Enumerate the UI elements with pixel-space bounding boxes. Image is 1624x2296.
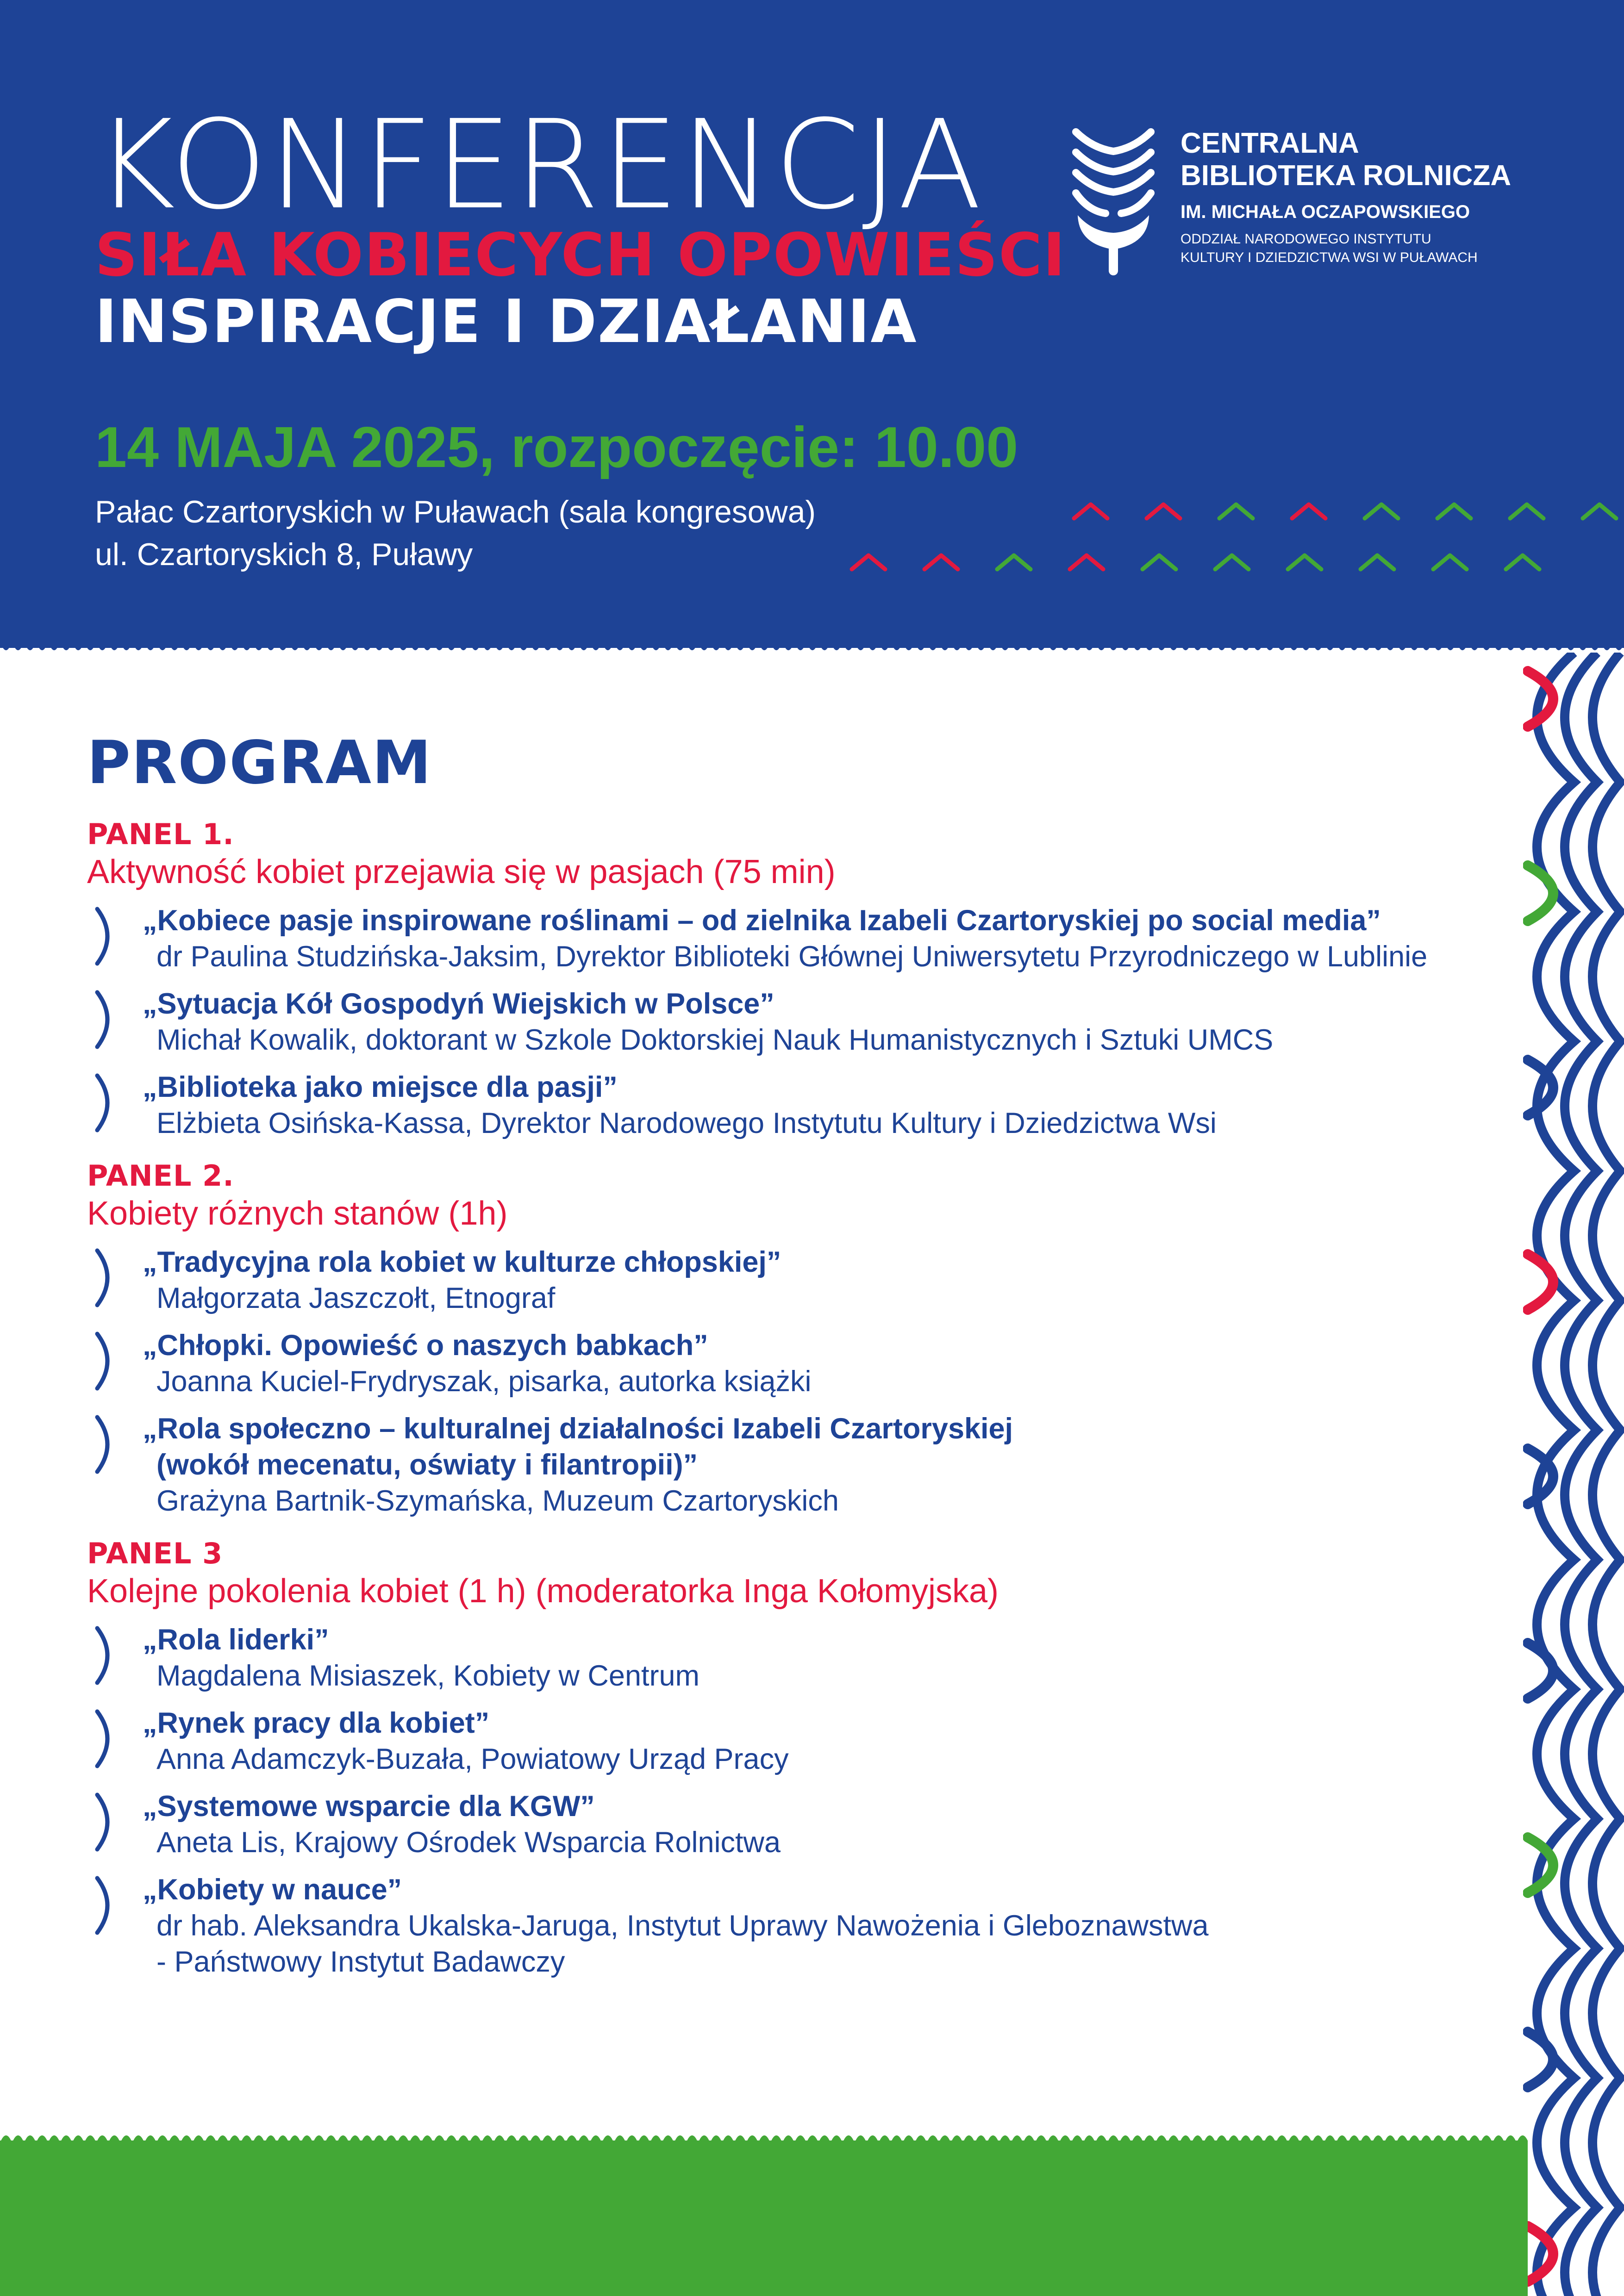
panel-theme: Kobiety różnych stanów (1h) <box>87 1195 508 1232</box>
talk-title: „Sytuacja Kół Gospodyń Wiejskich w Polsce” <box>143 988 775 1020</box>
chevron-up-icon <box>1365 504 1398 518</box>
chevron-up-icon <box>1288 555 1321 569</box>
chevron-right-icon <box>94 1073 120 1133</box>
talk-speaker: Anna Adamczyk-Buzała, Powiatowy Urząd Pracy <box>156 1743 789 1775</box>
wave-accent <box>1528 2032 1553 2087</box>
talk-item <box>87 1327 1522 1400</box>
chevron-right-icon <box>94 1625 120 1686</box>
talk-speaker: Joanna Kuciel-Frydryszak, pisarka, autorka książki <box>156 1365 812 1398</box>
talk-item <box>87 986 1522 1058</box>
program-title: PROGRAM <box>87 728 432 797</box>
talk-title: „Kobiety w nauce” <box>143 1873 402 1906</box>
chevron-up-icon <box>1219 504 1253 518</box>
talk-item <box>87 1705 1522 1777</box>
chevron-up-icon <box>1433 555 1467 569</box>
talk-item <box>87 1069 1522 1141</box>
chevron-up-icon <box>1506 555 1539 569</box>
wheat-ear-icon <box>1069 123 1157 280</box>
talk-title: „Tradycyjna rola kobiet w kulturze chłopskiej” <box>143 1246 781 1278</box>
panel-label: PANEL 2. <box>87 1159 234 1193</box>
chevron-up-icon <box>1292 504 1325 518</box>
footer-band <box>0 2140 1528 2296</box>
chevron-up-icon <box>924 555 958 569</box>
talk-title: „Systemowe wsparcie dla KGW” <box>143 1790 595 1823</box>
wave-accent <box>1528 1643 1553 1699</box>
chevron-right-icon <box>94 1709 120 1769</box>
talk-speaker: Grażyna Bartnik-Szymańska, Muzeum Czartoryskich <box>156 1485 839 1517</box>
talk-title: „Rola liderki” <box>143 1624 329 1656</box>
talk-item <box>87 1244 1522 1316</box>
panel-label: PANEL 3 <box>87 1537 223 1570</box>
talk-title: „Biblioteka jako miejsce dla pasji” <box>143 1071 618 1103</box>
panel-2 <box>87 1160 1522 1519</box>
library-logo <box>1069 118 1532 285</box>
panel-1 <box>87 818 1522 1141</box>
program-section <box>87 728 1522 1998</box>
talk-speaker: Aneta Lis, Krajowy Ośrodek Wsparcia Rolnictwa <box>156 1826 781 1859</box>
panel-label: PANEL 1. <box>87 817 234 851</box>
panel-theme: Aktywność kobiet przejawia się w pasjach (75 min) <box>87 853 836 890</box>
conference-subtitle-line1: SIŁA KOBIECYCH OPOWIEŚCI <box>95 221 1066 290</box>
talk-speaker: dr Paulina Studzińska-Jaksim, Dyrektor Biblioteki Głównej Uniwersytetu Przyrodniczego w Lublinie <box>156 940 1428 973</box>
chevron-right-icon <box>94 1331 120 1391</box>
chevron-up-icon <box>852 555 885 569</box>
library-name <box>1181 127 1511 192</box>
talk-title: „Rynek pracy dla kobiet” <box>143 1707 490 1739</box>
chevron-up-icon <box>1147 504 1180 518</box>
chevron-right-icon <box>94 906 120 966</box>
talk-speaker: Magdalena Misiaszek, Kobiety w Centrum <box>156 1660 700 1692</box>
talk-item <box>87 1872 1522 1980</box>
talk-title: „Kobiece pasje inspirowane roślinami – od zielnika Izabeli Czartoryskiej po social media” <box>143 904 1381 937</box>
talk-speaker: Michał Kowalik, doktorant w Szkole Doktorskiej Nauk Humanistycznych i Sztuki UMCS <box>156 1024 1274 1056</box>
library-department-line2: KULTURY I DZIEDZICTWA WSI W PUŁAWACH <box>1181 250 1478 265</box>
talk-speaker: Małgorzata Jaszczołt, Etnograf <box>156 1282 556 1314</box>
chevron-right-icon <box>94 1414 120 1475</box>
side-wave-ornament <box>1523 653 1624 2296</box>
library-name-line1: CENTRALNA <box>1181 127 1359 159</box>
talk-title: „Chłopki. Opowieść o naszych babkach” <box>143 1329 708 1362</box>
chevron-right-icon <box>94 989 120 1050</box>
talk-item <box>87 1411 1522 1519</box>
chevron-ornament-rows <box>843 495 1624 579</box>
talk-item <box>87 1788 1522 1860</box>
header-band <box>0 0 1624 648</box>
panel-theme: Kolejne pokolenia kobiet (1 h) (moderatorka Inga Kołomyjska) <box>87 1573 999 1610</box>
library-logo-text <box>1181 127 1511 267</box>
venue-address: ul. Czartoryskich 8, Puławy <box>95 537 473 572</box>
talk-title: „Rola społeczno – kulturalnej działalności Izabeli Czartoryskiej <box>143 1412 1013 1445</box>
library-name-line2: BIBLIOTEKA ROLNICZA <box>1181 160 1512 192</box>
chevron-up-icon <box>1510 504 1543 518</box>
venue <box>95 491 816 576</box>
wave-accent <box>1528 865 1553 921</box>
panel-3 <box>87 1537 1522 1980</box>
chevron-up-icon <box>1215 555 1249 569</box>
venue-name: Pałac Czartoryskich w Puławach (sala kongresowa) <box>95 494 816 529</box>
chevron-right-icon <box>94 1875 120 1935</box>
talk-title-continuation: (wokół mecenatu, oświaty i filantropii)” <box>156 1449 698 1481</box>
chevron-up-icon <box>1143 555 1176 569</box>
conference-subtitle-line2: INSPIRACJE I DZIAŁANIA <box>95 287 918 356</box>
talk-speaker: Elżbieta Osińska-Kassa, Dyrektor Narodowego Instytutu Kultury i Dziedzictwa Wsi <box>156 1107 1217 1139</box>
library-department-line1: ODDZIAŁ NARODOWEGO INSTYTUTU <box>1181 231 1431 247</box>
chevron-right-icon <box>94 1248 120 1308</box>
library-department <box>1181 230 1511 267</box>
talk-speaker-continuation: - Państwowy Instytut Badawczy <box>156 1946 565 1978</box>
talk-speaker: dr hab. Aleksandra Ukalska-Jaruga, Instytut Uprawy Nawożenia i Gleboznawstwa <box>156 1910 1209 1942</box>
talk-item <box>87 902 1522 975</box>
event-date: 14 MAJA 2025, rozpoczęcie: 10.00 <box>95 416 1018 479</box>
chevron-up-icon <box>1361 555 1394 569</box>
header-scalloped-edge <box>0 641 1624 660</box>
chevron-up-icon <box>1437 504 1471 518</box>
chevron-up-icon <box>1070 555 1103 569</box>
library-patron: IM. MICHAŁA OCZAPOWSKIEGO <box>1181 202 1470 222</box>
conference-title: KONFERENCJA <box>95 94 984 236</box>
chevron-up-icon <box>1074 504 1107 518</box>
talk-item <box>87 1622 1522 1694</box>
chevron-right-icon <box>94 1792 120 1852</box>
chevron-up-icon <box>997 555 1031 569</box>
wave-accent <box>1528 1254 1553 1310</box>
chevron-up-icon <box>1583 504 1616 518</box>
